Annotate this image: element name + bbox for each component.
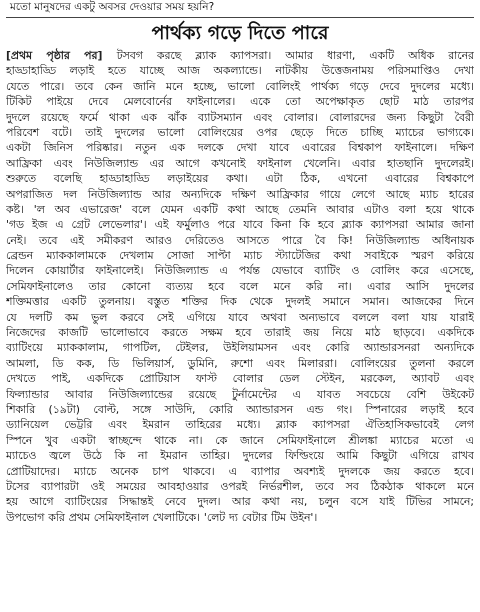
article-line: ফিল্যান্ডার আবার নিউজিল্যান্ডের রয়েছে টুর্নামেন্টের এ যাবত সবচেয়ে বেশি উইকেট bbox=[6, 387, 474, 401]
article-headline: পার্থক্য গড়ে দিতে পারে bbox=[151, 22, 329, 44]
article-line: আমলা, ডি কক, ডি ভিলিয়ার্স, ডুমিনি, রুশো এবং মিলাররা। বোলিংয়ের তুলনা করলে bbox=[6, 356, 474, 370]
divider-rule bbox=[6, 17, 474, 18]
article-body bbox=[6, 48, 474, 525]
article-line: পরিবেশ বটে। তাই দুদলের ভালো বোলিংয়ের ওপর ছেড়ে দিতে চাচ্ছি ম্যাচের ভাগ্যকে। bbox=[6, 125, 474, 139]
article-line: হাড্ডাহাড্ডি লড়াই হতে যাচ্ছে আজ অকল্যান্ডে। নাটকীয় উত্তেজনাময় পরিসমাপ্তিও দেখা bbox=[6, 64, 474, 78]
article-line: উপভোগ করি প্রথম সেমিফাইনাল খেলাটিকে। 'লেট দ্য বেটার টিম উইন'। bbox=[6, 510, 318, 524]
article-line: প্রোটিয়াদের। ম্যাচে অনেক চাপ থাকবে। এ ব্যাপার অবশ্যই দুদলকে জয় করতে হবে। bbox=[6, 464, 474, 478]
article-line: নিজেদের কাজটি ভালোভাবে করতে সক্ষম হবে তারাই জয় নিয়ে মাঠ ছাড়বে। একদিকে bbox=[6, 326, 474, 340]
article-line: একটা জিনিস পরিষ্কার। নতুন এক দলকে দেখা যাবে এবারের বিশ্বকাপ ফাইনালে। দক্ষিণ bbox=[6, 141, 474, 155]
article-line bbox=[6, 48, 474, 63]
continuation-kicker: [প্রথম পৃষ্ঠার পর] bbox=[6, 49, 117, 62]
article-line: ড্যানিয়েল ভেট্টরি এবং ইমরান তাহিরের মধ্যে। ব্ল্যাক ক্যাপসরা ঐতিহাসিকভাবেই লেগ bbox=[6, 418, 474, 432]
article-line: দুদলে রয়েছে ফর্মে থাকা এক ঝাঁক ব্যাটসম্যান এবং বোলার। বোলারদের জন্য কিছুটা বৈরী bbox=[6, 110, 474, 124]
article-line: ব্যাটিংয়ে ম্যাককালাম, গাপটিল, টেইলর, উইলিয়ামসন এবং কোরি অ্যান্ডারসনরা অন্যদিকে bbox=[6, 341, 474, 355]
article-line: অপরাজিত দল নিউজিল্যান্ড আর অন্যদিকে দক্ষিণ আফ্রিকার গায়ে লেগে আছে ম্যাচ হারের bbox=[6, 187, 474, 201]
article-line: ম্যাচেও জ্বলে উঠে কি না ইমরান তাহির। দুদলের ফিল্ডিংয়ে আমি কিছুটা এগিয়ে রাখব bbox=[6, 449, 474, 463]
article-line: টিকিট পাইয়ে দেবে মেলবোর্নের ফাইনালের। একে তো অপেক্ষাকৃত ছোট মাঠ তারপর bbox=[6, 95, 474, 109]
article-line: শুরুতে বলেছি হাড্ডাহাড্ডি লড়াইয়ের কথা। এটা ঠিক, এখনো এবারের বিশ্বকাপে bbox=[6, 172, 474, 186]
article-line: নেই। তবে এই সমীকরণ আরও দেরিতেও আসতে পারে বৈ কি! নিউজিল্যান্ড অধিনায়ক bbox=[6, 233, 474, 247]
article-line: আফ্রিকা এবং নিউজিল্যান্ড এর আগে কখনোই ফাইনাল খেলেনি। এবার হাতছানি দুদলেরই। bbox=[6, 156, 474, 170]
article-line: সেমিফাইনালেও তার কোনো ব্যত্যয় হবে বলে মনে করি না। এবার আসি দুদলের bbox=[6, 279, 474, 293]
article-line: কষ্ট। 'ল অব এভারেজ' বলে যেমন একটি কথা আছে তেমনি আবার এটাও বলা হয়ে থাকে bbox=[6, 202, 474, 216]
article-line: দিলেন কোয়ার্টার ফাইনালেই। নিউজিল্যান্ড এ পর্যন্ত যেভাবে ব্যাটিং ও বোলিং করে এসেছে, bbox=[6, 264, 474, 278]
article-line: শক্তিমত্তার একটি তুলনায়। বস্তুত শক্তির দিক থেকে দুদলই সমানে সমান। আজকের দিনে bbox=[6, 295, 474, 309]
previous-article-tail: মতো মানুষদের একটু অবসর দেওয়ার সময় হয়নি? bbox=[10, 1, 215, 13]
article-line: শিকারি (১৯টা) বোল্ট, সঙ্গে সাউদি, কোরি অ্যান্ডারসন এন্ড গং। স্পিনারের লড়াই হবে bbox=[6, 402, 474, 416]
article-line: হয় আগে ব্যাটিংয়ের সিদ্ধান্তই নেবে দুদল। আর কথা নয়, চলুন বসে যাই টিভির সামনে; bbox=[6, 495, 474, 509]
article-line: টসের ব্যাপারটা ওই সময়ের আবহাওয়ার ওপরই নির্ভরশীল, তবে সব ঠিকঠাক থাকলে মনে bbox=[6, 479, 474, 493]
article-line: স্পিনে খুব একটা স্বাচ্ছন্দে থাকে না। কে জানে সেমিফাইনালে শ্রীলঙ্কা ম্যাচের মতো এ bbox=[6, 433, 474, 447]
article-line: ব্রেন্ডন ম্যাককালামকে দেখলাম সোজা সাপ্টা ম্যাচ স্ট্যাটেজির কথা সবাইকে স্মরণ করিয়ে bbox=[6, 249, 474, 263]
article-line: 'গড ইজ এ গ্রেট লেভেলার'। এই ফর্মুলাও পরে যাবে কিনা কি হবে ব্ল্যাক ক্যাপসরা আমার জানা bbox=[6, 218, 474, 232]
article-line: যেতে পারে। তবে কেন জানি মনে হচ্ছে, ভালো বোলিংই পার্থক্য গড়ে দেবে দুদলের মধ্যে। bbox=[6, 79, 474, 93]
article-line-text: টসবগ করছে ব্ল্যাক ক্যাপসরা। আমার ধারণা, একটি অধিক রানের bbox=[116, 49, 474, 62]
article-line: দেখতে পাই, একদিকে প্রোটিয়াস ফাস্ট বোলার ডেল স্টেইন, মরকেল, অ্যাবট এবং bbox=[6, 372, 474, 386]
article-line: যে দলটি কম ভুল করবে সেই এগিয়ে যাবে অথবা অন্যভাবে বললে বলা যায় যারাই bbox=[6, 310, 474, 324]
